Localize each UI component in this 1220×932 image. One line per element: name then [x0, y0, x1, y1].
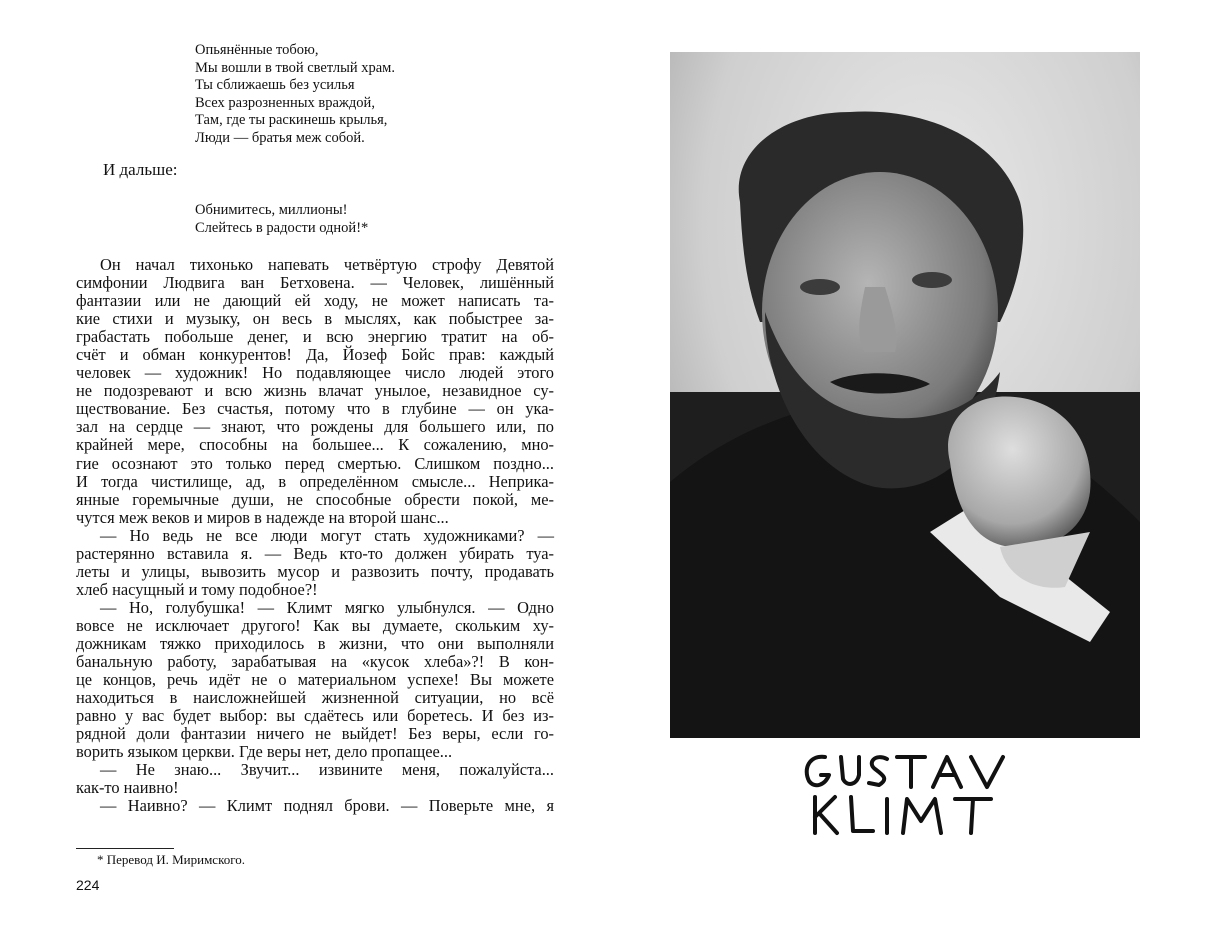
- prose-line: це концов, речь идёт не о материальном успехе! Вы можете: [76, 670, 554, 690]
- prose-line: Он начал тихонько напевать четвёртую строфу Девятой: [100, 255, 554, 274]
- prose-line: — Наивно? — Климт поднял брови. — Поверьте мне, я: [100, 796, 554, 816]
- prose-line: крайней мере, способны на большее... К сожалению, мно-: [76, 435, 554, 455]
- prose-line: чутся меж веков и миров в надежде на второй шанс...: [76, 507, 449, 527]
- prose-line: хлеб насущный и тому подобное?!: [76, 579, 318, 599]
- prose-line: зал на сердце — знают, что рождены для большего или, по: [76, 417, 554, 437]
- prose-line: дожникам тяжко приходилось в жизни, что они выполняли: [76, 633, 554, 653]
- footnote: * Перевод И. Миримского.: [97, 852, 245, 867]
- prose-line: ворить языком церкви. Где веры нет, дело пропащее...: [76, 742, 453, 762]
- footnote-divider: [76, 848, 174, 849]
- prose-line: рядной доли фантазии ничего не выйдет! Без веры, если го-: [76, 724, 554, 744]
- prose-line: ществование. Без счастья, потому что в глубине — он ука-: [76, 399, 554, 419]
- prose-body: [76, 256, 554, 815]
- prose-line: кие стихи и музыку, он весь в мыслях, как побыстрее за-: [76, 309, 554, 329]
- poem-line: Всех разрозненных враждой,: [195, 94, 375, 111]
- prose-line: вовсе не исключает другого! Как вы думаете, скольким ху-: [76, 615, 554, 635]
- prose-line: равно у вас будет выбор: вы сдаётесь или боретесь. И без из-: [76, 706, 554, 726]
- prose-line: симфонии Людвига ван Бетховена. — Человек, лишённый: [76, 273, 554, 293]
- lead-in-text: И дальше:: [103, 160, 178, 179]
- prose-line: — Не знаю... Звучит... извините меня, пожалуйста...: [100, 760, 554, 780]
- poem-line: Люди — братья меж собой.: [195, 129, 365, 146]
- prose-line: грабастать побольше денег, и всю энергию тратит на об-: [76, 327, 554, 347]
- prose-line: счёт и обман конкурентов! Да, Йозеф Бойс прав: каждый: [76, 345, 554, 365]
- prose-line: — Но, голубушка! — Климт мягко улыбнулся. — Одно: [100, 597, 554, 617]
- signature-gustav-klimt: [795, 745, 1035, 840]
- poem-line: Обнимитесь, миллионы!: [195, 202, 348, 218]
- prose-line: янные горемычные души, не способные обрести покой, ме-: [76, 489, 554, 509]
- prose-line: банальную работу, зарабатывая на «кусок хлеба»?! В кон-: [76, 652, 554, 672]
- right-page: [610, 0, 1220, 932]
- prose-line: — Но ведь не все люди могут стать художниками? —: [100, 525, 554, 545]
- prose-line: как-то наивно!: [76, 778, 179, 798]
- poem-line: Ты сближаешь без усилья: [195, 77, 355, 94]
- poem-line: Опьянённые тобою,: [195, 42, 319, 58]
- prose-line: леты и улицы, вывозить мусор и развозить почту, продавать: [76, 561, 554, 581]
- prose-line: растерянно вставила я. — Ведь кто-то должен убирать туа-: [76, 543, 554, 563]
- page-number: 224: [76, 877, 100, 893]
- poem-line: Слейтесь в радости одной!*: [195, 219, 369, 236]
- poem-stanza-top: [195, 42, 395, 148]
- poem-line: Мы вошли в твой светлый храм.: [195, 59, 395, 76]
- prose-line: находиться в наисложнейшей жизненной ситуации, но всё: [76, 688, 554, 708]
- prose-line: И тогда чистилище, ад, в определённом смысле... Неприка-: [76, 471, 554, 491]
- prose-line: фантазии или не дающий ей ходу, не может написать та-: [76, 291, 554, 311]
- prose-line: человек — художник! Но подавляющее число людей этого: [76, 363, 554, 383]
- poem-stanza-bottom: [195, 202, 368, 237]
- prose-line: не подозревают и всю жизнь влачат унылое, незавидное су-: [76, 381, 554, 401]
- portrait-photo: [670, 52, 1140, 738]
- prose-line: гие осознают это только перед смертью. Слишком поздно...: [76, 453, 554, 473]
- poem-line: Там, где ты раскинешь крылья,: [195, 112, 388, 129]
